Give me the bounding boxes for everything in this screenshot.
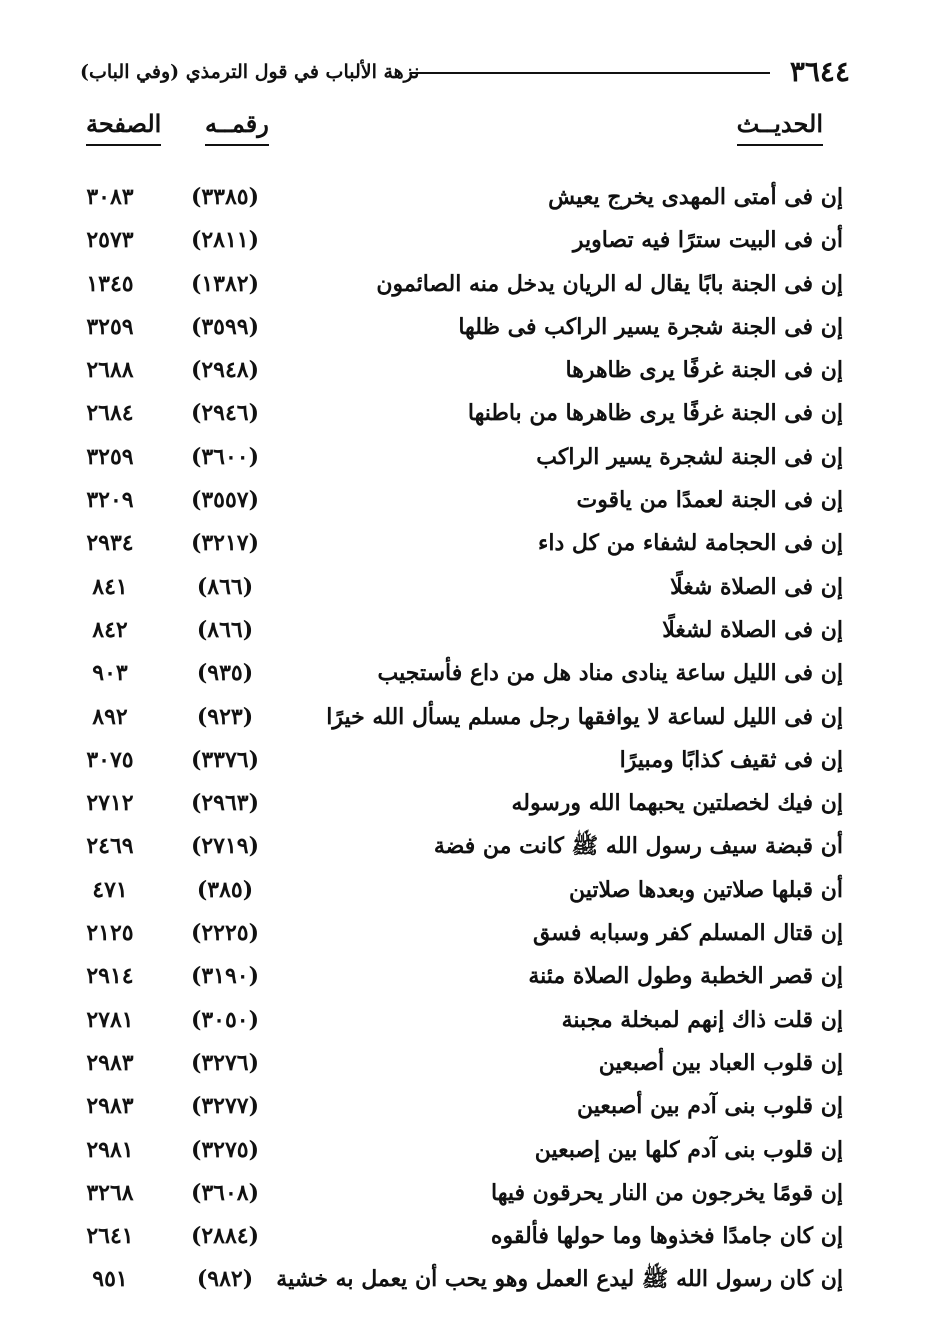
page-reference: ٢١٢٥ — [86, 920, 134, 947]
hadith-text: إن كان رسول الله ﷺ ليدع العمل وهو يحب أن يعمل به خشية — [276, 1266, 843, 1293]
index-row — [0, 436, 943, 479]
index-table — [0, 176, 943, 1302]
index-row — [0, 955, 943, 998]
index-row — [0, 392, 943, 435]
hadith-text: إن قلوب بنى آدم كلها بين إصبعين — [534, 1136, 843, 1163]
page-reference: ٣٢٥٩ — [86, 443, 134, 470]
hadith-text: إن قلوب بنى آدم بين أصبعين — [576, 1093, 843, 1120]
index-row — [0, 522, 943, 565]
index-row — [0, 1042, 943, 1085]
index-row — [0, 999, 943, 1042]
hadith-number: (٢٩٦٣) — [190, 790, 260, 817]
hadith-text: إن فى الجنة غرفًا يرى ظاهرها من باطنها — [467, 400, 843, 427]
hadith-text: أن قبلها صلاتين وبعدها صلاتين — [568, 876, 843, 903]
page-reference: ٨٤٢ — [92, 616, 128, 643]
hadith-text: إن قلوب العباد بين أصبعين — [598, 1049, 843, 1076]
hadith-number: (٣٣٧٦) — [190, 746, 260, 773]
page-reference: ٢٦٤١ — [86, 1223, 134, 1250]
index-row — [0, 1129, 943, 1172]
hadith-number: (٣٢٧٥) — [190, 1136, 260, 1163]
hadith-text: أن قبضة سيف رسول الله ﷺ كانت من فضة — [433, 833, 843, 860]
hadith-number: (٢٨١١) — [190, 227, 260, 254]
page-reference: ٢٧١٢ — [86, 790, 134, 817]
hadith-text: إن فى الليل لساعة لا يوافقها رجل مسلم يسأل الله خيرًا — [326, 703, 843, 730]
hadith-number: (٣٨٥) — [196, 876, 254, 903]
hadith-number: (٣٣٨٥) — [190, 184, 260, 210]
hadith-number: (٩٣٥) — [196, 660, 254, 687]
page-reference: ٢٩٨٣ — [86, 1049, 134, 1076]
index-row — [0, 782, 943, 825]
page-reference: ٣٢٠٩ — [86, 487, 134, 514]
page-reference: ٣٢٥٩ — [86, 313, 134, 340]
index-row — [0, 306, 943, 349]
hadith-number: (٢٨٨٤) — [190, 1223, 260, 1250]
hadith-text: إن فى الجنة لشجرة يسير الراكب — [536, 443, 843, 470]
index-row — [0, 652, 943, 695]
page-reference: ١٣٤٥ — [86, 270, 134, 297]
page-reference: ٣٠٨٣ — [86, 184, 134, 210]
page-reference: ٢٩٨١ — [86, 1136, 134, 1163]
index-row — [0, 566, 943, 609]
index-row — [0, 349, 943, 392]
hadith-number: (٢٧١٩) — [190, 833, 260, 860]
hadith-text: إن فى الحجامة لشفاء من كل داء — [537, 530, 843, 557]
page-reference: ٢٥٧٣ — [86, 227, 134, 254]
page-reference: ٨٤١ — [92, 573, 128, 600]
header-rule — [410, 72, 770, 74]
index-row — [0, 176, 943, 219]
hadith-number: (٣٦٠٨) — [190, 1179, 260, 1206]
page-reference: ٢٩٨٣ — [86, 1093, 134, 1120]
index-row — [0, 1172, 943, 1215]
index-row — [0, 1258, 943, 1301]
hadith-number: (٢٩٤٨) — [190, 357, 260, 384]
page-reference: ٩٥١ — [92, 1266, 128, 1293]
page-reference: ٣٠٧٥ — [86, 746, 134, 773]
hadith-text: إن فى الصلاة لشغلًا — [662, 616, 843, 643]
page-reference: ٢٩١٤ — [86, 963, 134, 990]
hadith-text: إن فى الليل ساعة ينادى مناد هل من داع فأستجيب — [377, 660, 843, 687]
index-row — [0, 696, 943, 739]
index-row — [0, 825, 943, 868]
page-reference: ٢٦٨٨ — [86, 357, 134, 384]
hadith-number: (٣١٩٠) — [190, 963, 260, 990]
column-header-number: رقمــه — [205, 108, 269, 146]
hadith-text: إن فى الجنة بابًا يقال له الريان يدخل منه الصائمون — [376, 270, 843, 297]
hadith-number: (٣٥٩٩) — [190, 313, 260, 340]
hadith-text: أن فى البيت سترًا فيه تصاوير — [572, 227, 843, 254]
hadith-text: إن فى الصلاة شغلًا — [670, 573, 843, 600]
index-row — [0, 609, 943, 652]
hadith-number: (٣٥٥٧) — [190, 487, 260, 514]
page-reference: ٢٧٨١ — [86, 1006, 134, 1033]
index-row — [0, 869, 943, 912]
page-reference: ٢٦٨٤ — [86, 400, 134, 427]
hadith-number: (٩٢٣) — [196, 703, 254, 730]
page-number: ٣٦٤٤ — [789, 55, 850, 88]
column-header-page: الصفحة — [86, 108, 161, 146]
hadith-number: (٩٨٢) — [196, 1266, 254, 1293]
hadith-number: (٣٢٧٦) — [190, 1049, 260, 1076]
hadith-text: إن فى الجنة لعمدًا من ياقوت — [576, 487, 843, 514]
hadith-text: إن فى الجنة شجرة يسير الراكب فى ظلها — [458, 313, 843, 340]
hadith-number: (١٣٨٢) — [190, 270, 260, 297]
hadith-text: إن قتال المسلم كفر وسبابه فسق — [532, 920, 843, 947]
hadith-number: (٣٢٧٧) — [190, 1093, 260, 1120]
index-row — [0, 219, 943, 262]
index-row — [0, 739, 943, 782]
page-header — [80, 52, 850, 92]
hadith-number: (٨٦٦) — [196, 573, 254, 600]
hadith-text: إن فيك لخصلتين يحبهما الله ورسوله — [511, 790, 843, 817]
hadith-text: إن قلت ذاك إنهم لمبخلة مجبنة — [561, 1006, 843, 1033]
index-row — [0, 479, 943, 522]
hadith-text: إن فى الجنة غرفًا يرى ظاهرها — [565, 357, 843, 384]
hadith-number: (٢٩٤٦) — [190, 400, 260, 427]
page-reference: ٨٩٢ — [92, 703, 128, 730]
hadith-text: إن قومًا يخرجون من النار يحرقون فيها — [491, 1179, 843, 1206]
index-row — [0, 1085, 943, 1128]
hadith-text: إن كان جامدًا فخذوها وما حولها فألقوه — [490, 1223, 843, 1250]
hadith-text: إن فى أمتى المهدى يخرج يعيش — [548, 184, 843, 210]
hadith-text: إن قصر الخطبة وطول الصلاة مئنة — [528, 963, 843, 990]
hadith-number: (٨٦٦) — [196, 616, 254, 643]
column-header-hadith: الحديــث — [737, 108, 823, 146]
hadith-number: (٢٢٢٥) — [190, 920, 260, 947]
hadith-number: (٣٠٥٠) — [190, 1006, 260, 1033]
page-reference: ٤٧١ — [92, 876, 128, 903]
index-row — [0, 1215, 943, 1258]
hadith-text: إن فى ثقيف كذابًا ومبيرًا — [619, 746, 843, 773]
index-row — [0, 912, 943, 955]
page-reference: ٢٤٦٩ — [86, 833, 134, 860]
running-title: نزهة الألباب في قول الترمذي (وفي الباب) — [80, 61, 420, 83]
page-reference: ٢٩٣٤ — [86, 530, 134, 557]
page-reference: ٣٢٦٨ — [86, 1179, 134, 1206]
hadith-number: (٣٦٠٠) — [190, 443, 260, 470]
index-row — [0, 263, 943, 306]
page-reference: ٩٠٣ — [92, 660, 128, 687]
hadith-number: (٣٢١٧) — [190, 530, 260, 557]
